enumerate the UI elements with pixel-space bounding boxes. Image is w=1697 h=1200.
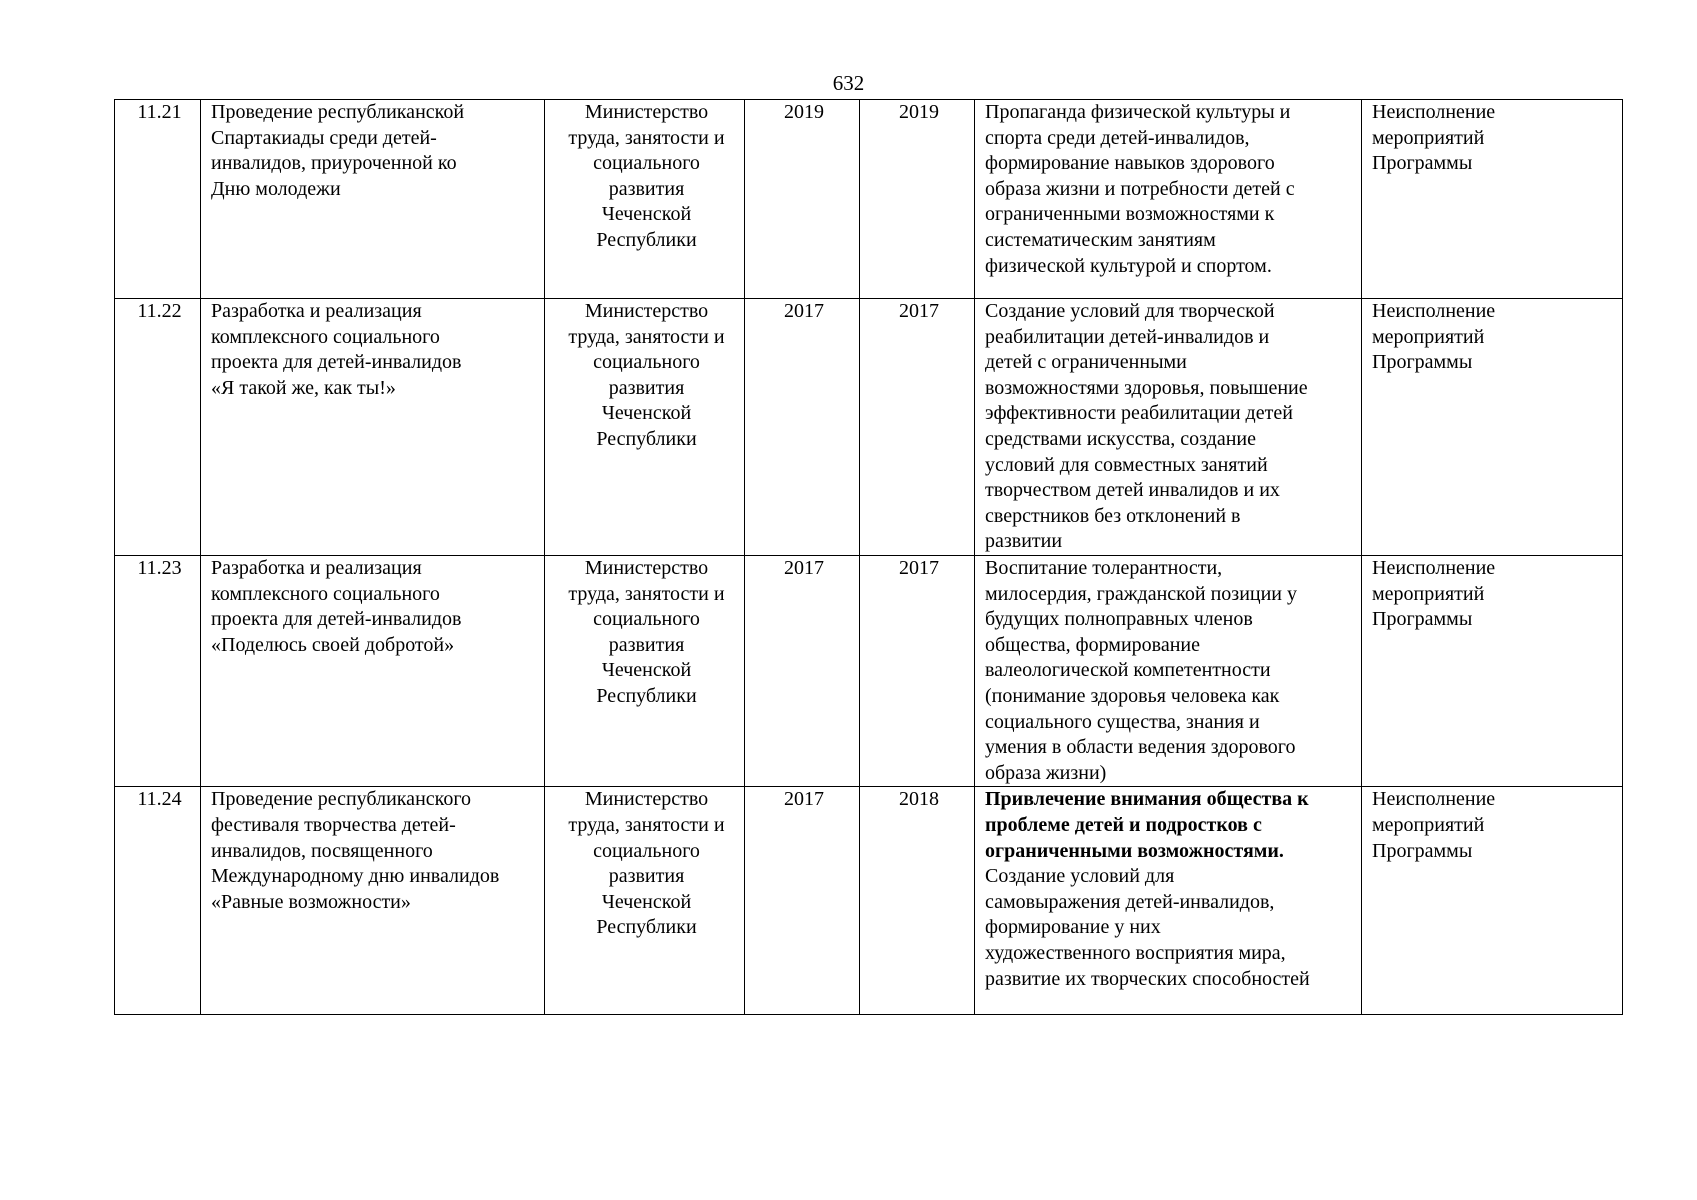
expected-result-cell [975, 787, 1362, 1015]
cell-line: Неисполнение [1372, 101, 1496, 123]
cell-line: детей с ограниченными [985, 351, 1187, 374]
cell-line: Республики [596, 228, 697, 251]
cell-line: развитие их творческих способностей [985, 967, 1310, 990]
cell-line: Программы [1372, 608, 1473, 631]
executor-cell [545, 299, 745, 556]
cell-line: труда, занятости и [568, 582, 725, 605]
cell-line: Проведение республиканской [211, 101, 465, 123]
row-number-cell: 11.22 [115, 299, 201, 556]
cell-line: инвалидов, приуроченной ко [211, 152, 457, 175]
cell-line: мероприятий [1372, 813, 1485, 836]
cell-line: Неисполнение [1372, 788, 1496, 811]
cell-line: общества, формирование [985, 633, 1200, 656]
cell-line: комплексного социального [211, 582, 440, 605]
cell-line: инвалидов, посвященного [211, 839, 433, 862]
cell-line: Проведение республиканского [211, 788, 472, 811]
start-year-cell: 2017 [745, 787, 860, 1015]
row-number-cell: 11.23 [115, 556, 201, 787]
cell-line: самовыражения детей-инвалидов, [985, 890, 1275, 913]
cell-line: мероприятий [1372, 126, 1485, 149]
cell-line: Создание условий для [985, 865, 1175, 888]
cell-line: Спартакиады среди детей- [211, 126, 437, 149]
cell-line: социального [593, 839, 700, 862]
cell-line: развития [608, 177, 685, 200]
cell-line: валеологической компетентности [985, 659, 1271, 682]
cell-line: Привлечение внимания общества к [985, 788, 1309, 811]
end-year-cell: 2019 [860, 100, 975, 299]
table-row [115, 299, 1623, 556]
cell-line: физической культурой и спортом. [985, 254, 1272, 277]
end-year-cell: 2018 [860, 787, 975, 1015]
cell-line: проблеме детей и подростков с [985, 813, 1262, 836]
cell-line: развитии [985, 530, 1063, 553]
cell-line: милосердия, гражданской позиции у [985, 582, 1298, 605]
cell-line: Республики [596, 916, 697, 939]
cell-line: мероприятий [1372, 582, 1485, 605]
cell-line: образа жизни) [985, 761, 1107, 784]
consequence-cell [1362, 787, 1623, 1015]
cell-line: проекта для детей-инвалидов [211, 351, 462, 374]
executor-cell [545, 100, 745, 299]
cell-line: фестиваля творчества детей- [211, 813, 456, 836]
cell-line: Воспитание толерантности, [985, 557, 1223, 579]
cell-line: будущих полноправных членов [985, 608, 1253, 631]
row-number-cell: 11.21 [115, 100, 201, 299]
cell-line: Дню молодежи [211, 177, 341, 200]
cell-line: реабилитации детей-инвалидов и [985, 325, 1270, 348]
cell-line: труда, занятости и [568, 325, 725, 348]
cell-line: (понимание здоровья человека как [985, 684, 1280, 707]
cell-line: Чеченской [601, 402, 692, 425]
cell-line: развития [608, 376, 685, 399]
cell-line: образа жизни и потребности детей с [985, 177, 1295, 200]
cell-line: «Равные возможности» [211, 890, 411, 913]
cell-line: формирование навыков здорового [985, 152, 1275, 175]
table-row [115, 787, 1623, 1015]
cell-line: Программы [1372, 351, 1473, 374]
cell-line: Министерство [584, 300, 709, 322]
cell-line: формирование у них [985, 916, 1161, 939]
consequence-cell [1362, 556, 1623, 787]
cell-line: труда, занятости и [568, 813, 725, 836]
cell-line: Неисполнение [1372, 557, 1496, 579]
cell-line: труда, занятости и [568, 126, 725, 149]
cell-line: «Поделюсь своей добротой» [211, 633, 455, 656]
cell-line: развития [608, 633, 685, 656]
cell-line: Пропаганда физической культуры и [985, 101, 1291, 123]
cell-line: развития [608, 865, 685, 888]
consequence-cell [1362, 100, 1623, 299]
measure-name-cell [201, 299, 545, 556]
measures-table [114, 99, 1623, 1015]
cell-line: социального [593, 152, 700, 175]
measure-name-cell [201, 787, 545, 1015]
cell-line: Чеченской [601, 890, 692, 913]
cell-line: «Я такой же, как ты!» [211, 376, 396, 399]
page-number: 632 [832, 71, 865, 95]
cell-line: условий для совместных занятий [985, 453, 1268, 476]
start-year-cell: 2017 [745, 556, 860, 787]
executor-cell [545, 556, 745, 787]
cell-line: Чеченской [601, 659, 692, 682]
start-year-cell: 2017 [745, 299, 860, 556]
expected-result-cell [975, 100, 1362, 299]
measure-name-cell [201, 100, 545, 299]
end-year-cell: 2017 [860, 299, 975, 556]
cell-line: эффективности реабилитации детей [985, 402, 1293, 425]
cell-line: Международному дню инвалидов [211, 865, 500, 888]
cell-line: возможностями здоровья, повышение [985, 376, 1308, 399]
cell-line: Программы [1372, 152, 1473, 175]
cell-line: сверстников без отклонений в [985, 504, 1241, 527]
cell-line: ограниченными возможностями к [985, 203, 1275, 226]
cell-line: социального [593, 608, 700, 631]
end-year-cell: 2017 [860, 556, 975, 787]
expected-result-cell [975, 556, 1362, 787]
cell-line: художественного восприятия мира, [985, 941, 1286, 964]
cell-line: умения в области ведения здорового [985, 736, 1296, 759]
row-number-cell: 11.24 [115, 787, 201, 1015]
cell-line: мероприятий [1372, 325, 1485, 348]
cell-line: Министерство [584, 101, 709, 123]
cell-line: Программы [1372, 839, 1473, 862]
cell-line: систематическим занятиям [985, 228, 1216, 251]
consequence-cell [1362, 299, 1623, 556]
cell-line: Чеченской [601, 203, 692, 226]
expected-result-cell [975, 299, 1362, 556]
measure-name-cell [201, 556, 545, 787]
cell-line: Разработка и реализация [211, 300, 422, 322]
cell-line: социального [593, 351, 700, 374]
executor-cell [545, 787, 745, 1015]
cell-line: спорта среди детей-инвалидов, [985, 126, 1250, 149]
cell-line: Министерство [584, 557, 709, 579]
table-row [115, 556, 1623, 787]
cell-line: социального существа, знания и [985, 710, 1260, 733]
table-row [115, 100, 1623, 299]
cell-line: средствами искусства, создание [985, 427, 1257, 450]
start-year-cell: 2019 [745, 100, 860, 299]
cell-line: проекта для детей-инвалидов [211, 608, 462, 631]
cell-line: Министерство [584, 788, 709, 811]
cell-line: Республики [596, 684, 697, 707]
cell-line: Неисполнение [1372, 300, 1496, 322]
cell-line: творчеством детей инвалидов и их [985, 479, 1280, 502]
cell-line: комплексного социального [211, 325, 440, 348]
cell-line: Разработка и реализация [211, 557, 422, 579]
cell-line: Создание условий для творческой [985, 300, 1275, 322]
cell-line: Республики [596, 427, 697, 450]
cell-line: ограниченными возможностями. [985, 839, 1284, 862]
